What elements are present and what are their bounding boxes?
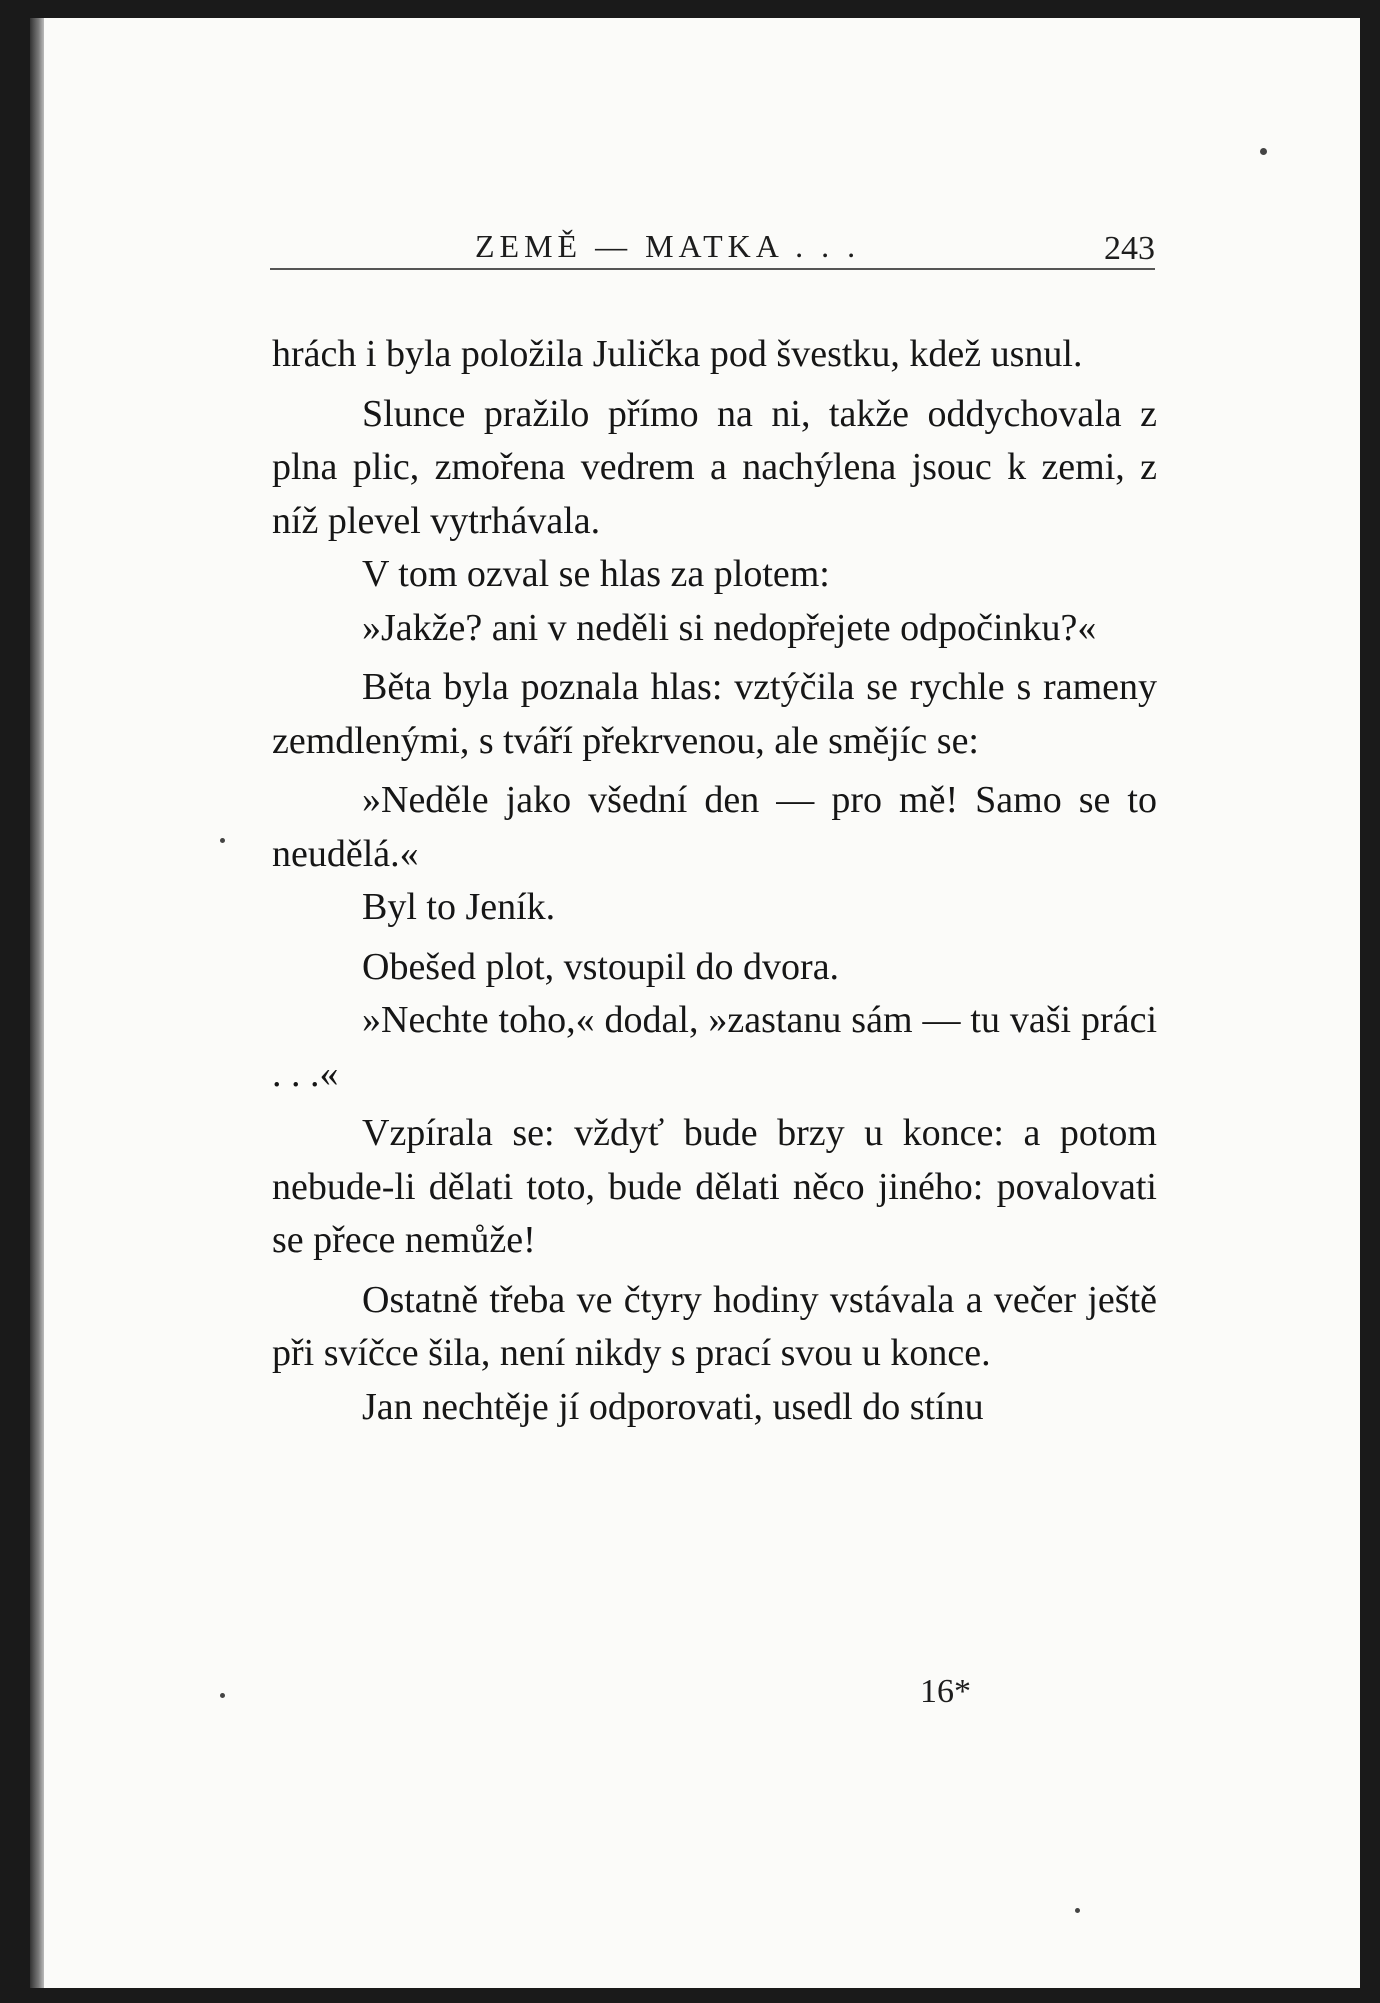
page-number: 243 [1104,230,1155,267]
page-header [270,208,1155,270]
paragraph: Běta byla poznala hlas: vztýčila se rychle s rameny zemdlenými, s tváří překrvenou, ale smějíc se: [272,666,1157,762]
signature-mark: 16* [920,1673,971,1710]
paper-speck [220,1693,225,1698]
paragraph: »Jakže? ani v neděli si nedopřejete odpočinku?« [362,606,1097,649]
paper-speck [1075,1908,1080,1913]
paragraph: »Nechte toho,« dodal, »zastanu sám — tu vaši práci . . .« [272,999,1157,1095]
book-page [30,18,1360,1988]
paragraph: Byl to Jeník. [362,886,556,928]
paragraph: Vzpírala se: vždyť bude brzy u konce: a potom nebude-li dělati toto, bude dělati něco jiného: povalovati se přece nemůže! [272,1112,1157,1261]
page-spine-edge [30,18,44,1988]
paper-speck [220,838,225,843]
running-title: ZEMĚ — MATKA . . . [475,228,861,264]
paragraph: »Neděle jako všední den — pro mě! Samo se to neudělá.« [272,779,1157,875]
paragraph: V tom ozval se hlas za plotem: [362,553,830,595]
paragraph: Jan nechtěje jí odporovati, usedl do stínu [362,1385,984,1428]
paragraph: Obešed plot, vstoupil do dvora. [362,945,840,988]
paper-speck [1260,148,1267,155]
body-text [272,328,1157,1434]
paragraph: Slunce pražilo přímo na ni, takže oddychovala z plna plic, zmořena vedrem a nachýlena jsouc k zemi, z níž plevel vytrhávala. [272,392,1157,542]
paragraph: Ostatně třeba ve čtyry hodiny vstávala a večer ještě při svíčce šila, není nikdy s prací svou u konce. [272,1278,1157,1374]
paragraph: hrách i byla položila Julička pod švestku, kdež usnul. [272,333,1083,375]
